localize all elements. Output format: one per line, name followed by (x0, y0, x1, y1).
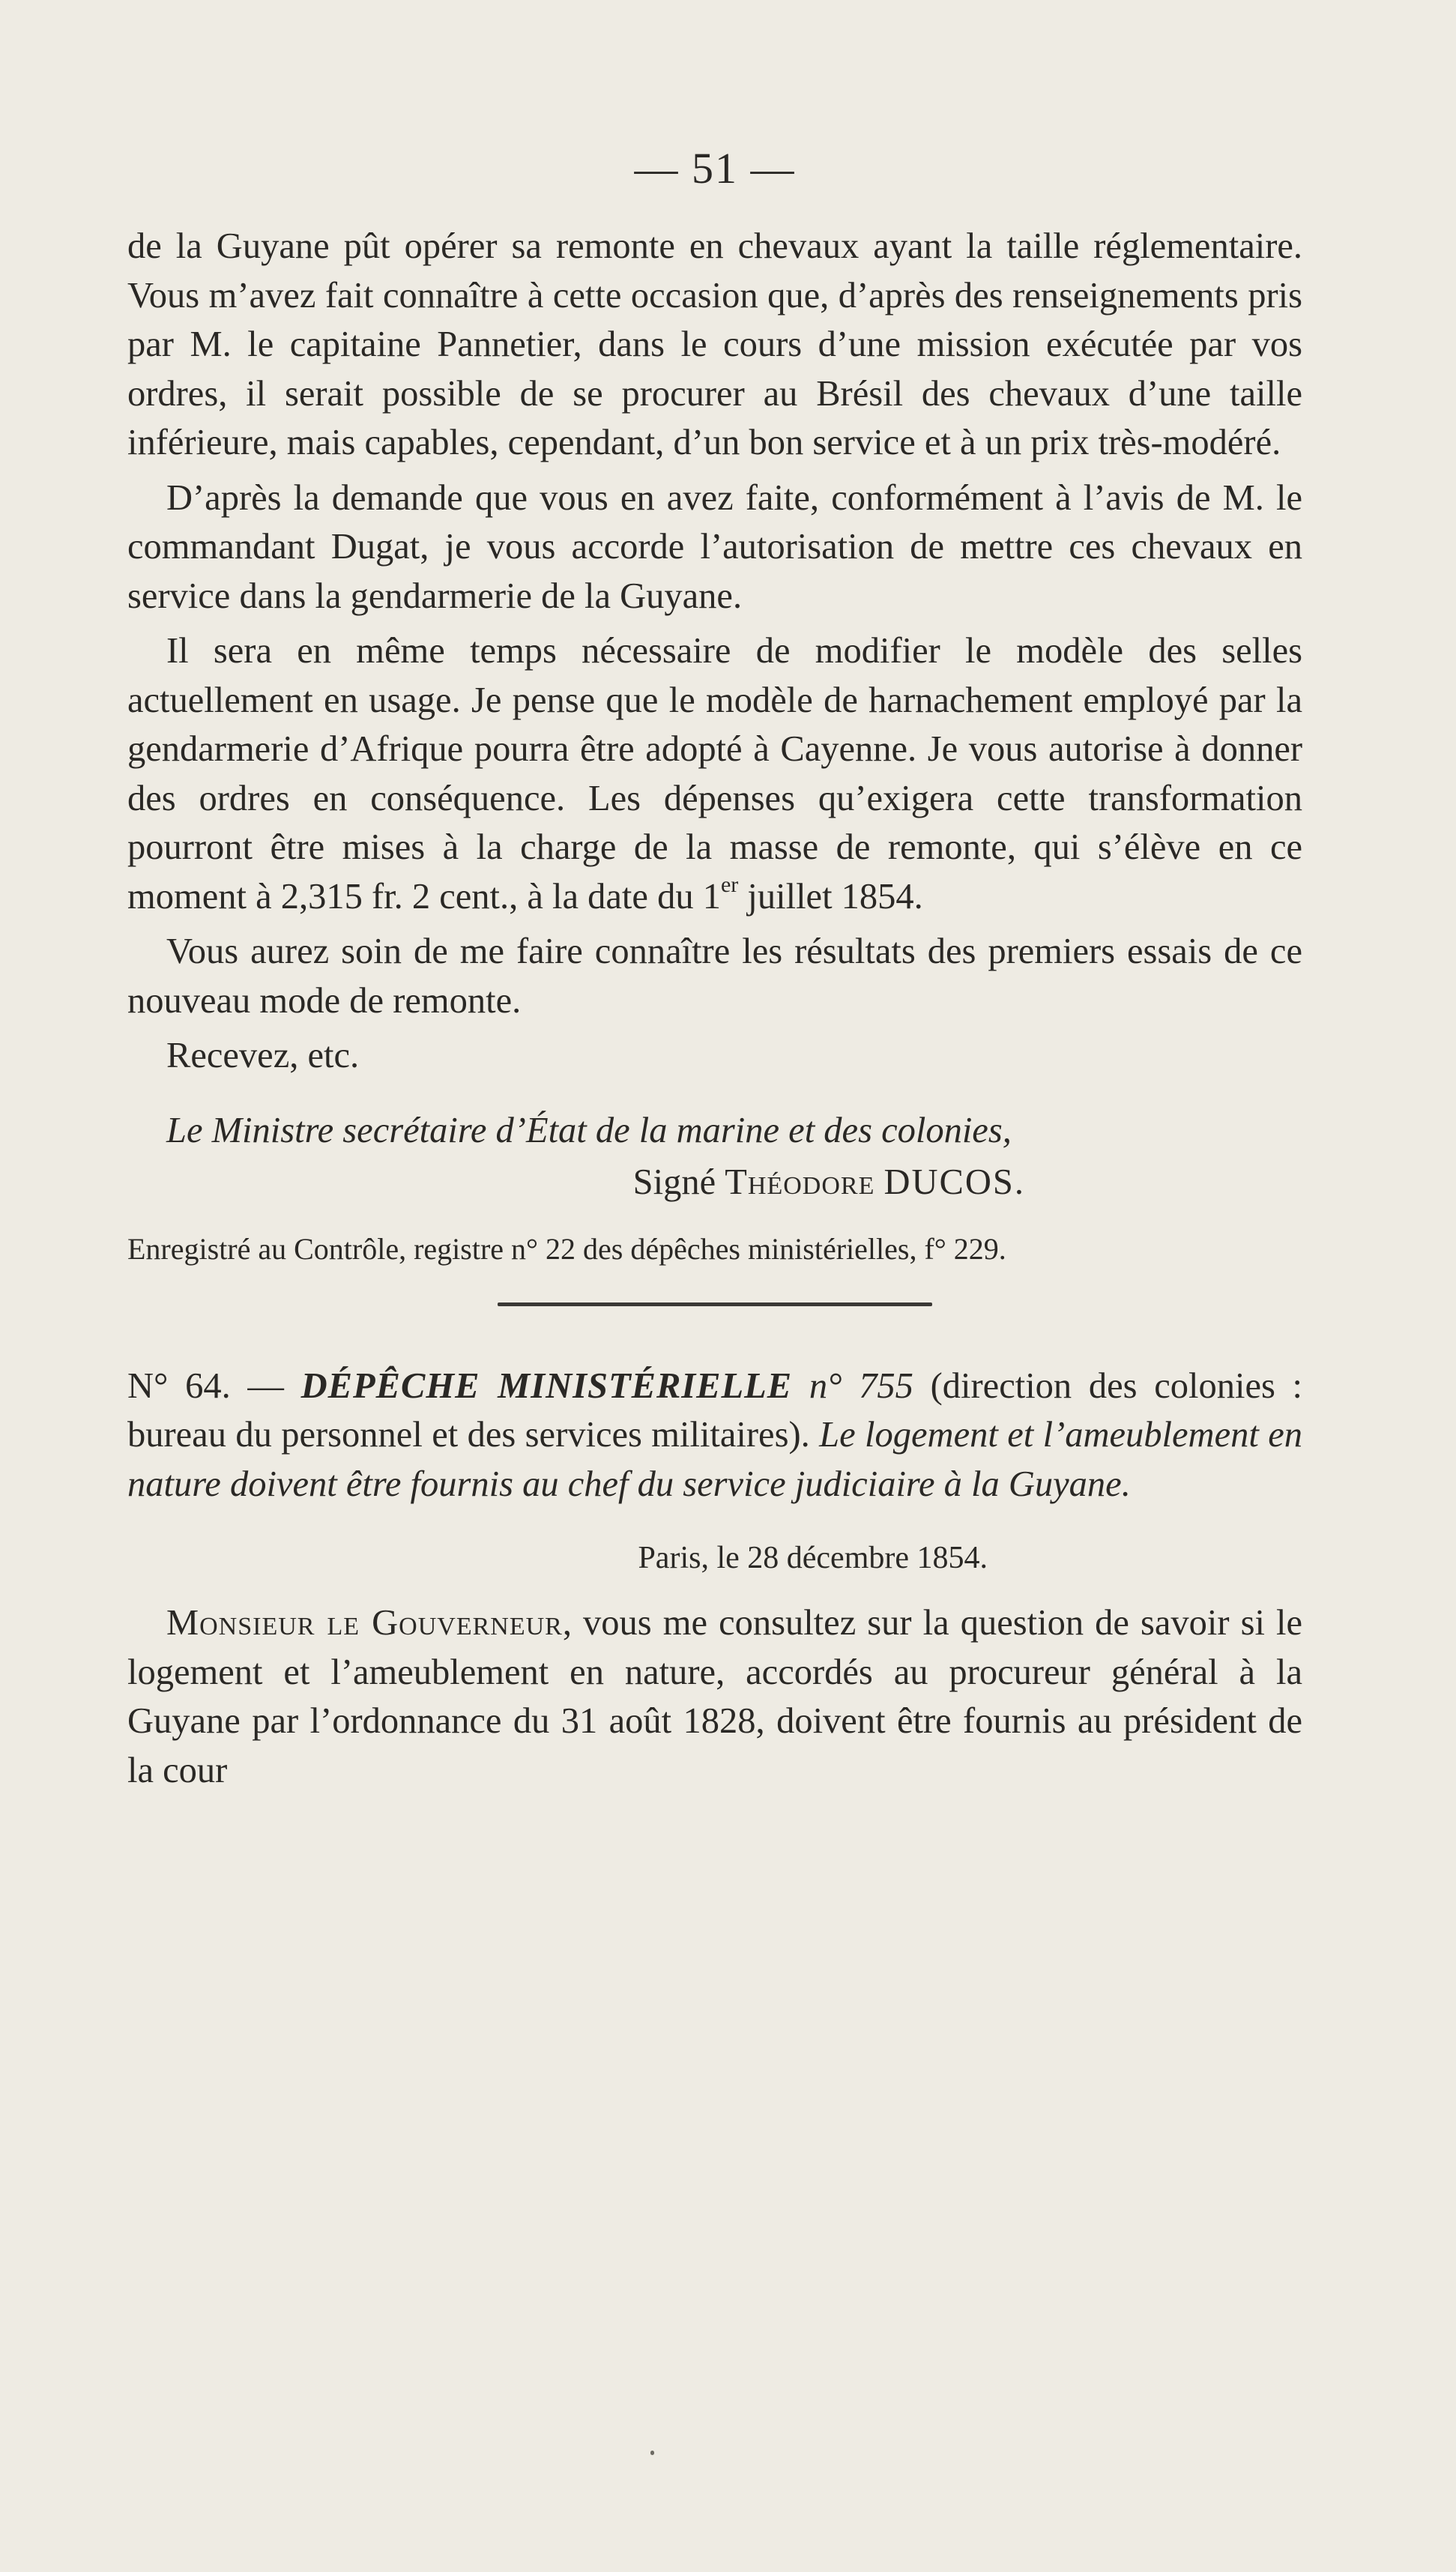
letter-opening (127, 1599, 1302, 1795)
paragraph-saddles-text: Il sera en même temps nécessaire de modifier le modèle des selles actuellement en usage. Je pense que le modèle de harnachement employé par la gendarmerie d’Afrique pourra être adopté à Cayenne. Je vous autorise à donner des ordres en conséquence. Les dépenses qu’exigera cette transformation pourront être mises à la charge de la masse de remonte, qui s’élève en ce moment à 2,315 fr. 2 cent., à la date du 1 (127, 631, 1302, 917)
paragraph-continuation: de la Guyane pût opérer sa remonte en chevaux ayant la taille réglementaire. Vous m’avez fait connaître à cette occasion que, d’après des renseignements pris par M. le capitaine Pannetier, dans le cours d’une mission exécutée par vos ordres, il serait possible de se procurer au Brésil des chevaux d’une taille inférieure, mais capables, cependant, d’un bon service et à un prix très-modéré. (127, 226, 1302, 462)
dispatch-dateline: Paris, le 28 décembre 1854. (638, 1541, 988, 1575)
letter-body: , vous me consultez sur la question de savoir si le logement et l’ameublement en nature, accordés au procureur général à la Guyane par l’ordonnance du 31 août 1828, doivent être fournis au président de la cour (127, 1603, 1303, 1790)
paragraph-authorization: D’après la demande que vous en avez faite, conformément à l’avis de M. le commandant Dugat, je vous accorde l’autorisation de mettre ces chevaux en service dans la gendarmerie de la Guyane. (127, 477, 1302, 616)
dispatch-summary: Le logement et l’ameublement en nature doivent être fournis au chef du service judiciaire à la Guyane. (127, 1415, 1303, 1504)
dispatch-heading (127, 1362, 1302, 1509)
dispatch-title-number: n° 755 (809, 1365, 913, 1406)
dispatch-direction: (direction des colonies : bureau du personnel et des services militaires). (127, 1365, 1303, 1455)
paragraph-saddles-end: juillet 1854. (738, 876, 923, 917)
body-text (127, 222, 1302, 1795)
paragraph-saddles (127, 627, 1302, 921)
dispatch-title: DÉPÊCHE MINISTÉRIELLE (300, 1365, 793, 1406)
section-divider (498, 1302, 932, 1306)
paragraph-results: Vous aurez soin de me faire connaître les résultats des premiers essais de ce nouveau mode de remonte. (127, 932, 1302, 1021)
ordinal-superscript: er (720, 872, 739, 897)
closing-formula: Recevez, etc. (166, 1036, 360, 1075)
signature-name (127, 1158, 1302, 1207)
signed-last-name: DUCOS. (883, 1162, 1025, 1202)
registration-note: Enregistré au Contrôle, registre n° 22 des dépêches ministérielles, f° 229. (127, 1231, 1006, 1266)
page-number: — 51 — (634, 144, 796, 193)
ink-speck (650, 2451, 654, 2455)
letter-salutation: Monsieur le Gouverneur (166, 1603, 563, 1643)
signed-prefix: Signé (632, 1162, 716, 1202)
signed-first-name: Théodore (725, 1162, 875, 1202)
signature-title: Le Ministre secrétaire d’État de la marine et des colonies, (166, 1110, 1012, 1150)
dispatch-number: N° 64. — (127, 1365, 284, 1406)
